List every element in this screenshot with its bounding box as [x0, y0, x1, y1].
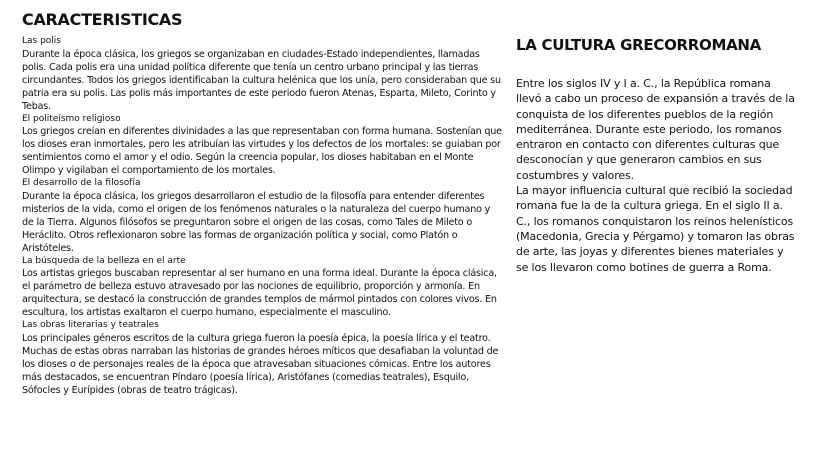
section-body: Los artistas griegos buscaban representar al ser humano en una forma ideal. Durante la época clásica, el parámetro de belleza estuvo atravesado por las nociones de equilibrio, proporción y armonía. En arquitectura, se destacó la construcción de grandes templos de mármol pintados con colores vivos. En escultura, los artistas exaltaron el cuerpo humano, especialmente el masculino.	[22, 268, 497, 318]
section-body: Los griegos creían en diferentes divinidades a las que representaban con forma humana. Sostenían que los dioses eran inmortales, pero les atribuían las virtudes y los defectos de los mortales: se guiaban por sentimientos como el amor y el odio. Según la creencia popular, los dioses habitaban en el Monte Olimpo y vigilaban el comportamiento de los mortales.	[22, 126, 502, 176]
grecorromana-title: LA CULTURA GRECORROMANA	[516, 36, 761, 54]
section-obras-literarias	[22, 320, 504, 397]
section-heading: Las polis	[22, 36, 61, 46]
characteristics-column	[22, 10, 504, 398]
section-heading: El politeísmo religioso	[22, 113, 121, 124]
section-body: Durante la época clásica, los griegos desarrollaron el estudio de la filosofía para entender diferentes misterios de la vida, como el origen de los fenómenos naturales o la naturaleza del cuerpo humano y de la Tierra. Algunos filósofos se preguntaron sobre el origen de las cosas, como Tales de Mileto o Heráclito. Otros reflexionaron sobre las formas de organización política y social, como Platón o Aristóteles.	[22, 190, 491, 254]
grecorromana-paragraph: Entre los siglos IV y I a. C., la República romana llevó a cabo un proceso de expansión a través de la conquista de los diferentes pueblos de la región mediterránea. Durante este periodo, los romanos entraron en contacto con diferentes culturas que desconocían y que generaron cambios en sus costumbres y valores.	[516, 77, 795, 182]
section-heading: La búsqueda de la belleza en el arte	[22, 255, 186, 266]
section-heading: El desarrollo de la filosofía	[22, 178, 141, 188]
section-heading: Las obras literarias y teatrales	[22, 320, 159, 330]
characteristics-title: CARACTERISTICAS	[22, 10, 183, 29]
section-body: Durante la época clásica, los griegos se organizaban en ciudades-Estado independientes, llamadas polis. Cada polis era una unidad política diferente que tenía un centro urbano principal y las tierras circundantes. Todos los griegos identificaban la cultura helénica que los unía, pero consideraban que su patria era su polis. Las polis más importantes de este periodo fueron Atenas, Esparta, Mileto, Corinto y Tebas.	[22, 48, 501, 112]
section-polis	[22, 36, 504, 113]
section-filosofia	[22, 178, 504, 255]
grecorromana-paragraph: La mayor influencia cultural que recibió la sociedad romana fue la de la cultura griega. En el siglo II a. C., los romanos conquistaron los reinos helenísticos (Macedonia, Grecia y Pérgamo) y tomaron las obras de arte, las joyas y diferentes bienes materiales y se los llevaron como botines de guerra a Roma.	[516, 184, 795, 274]
section-belleza-arte	[22, 256, 504, 320]
section-politeismo	[22, 114, 504, 178]
section-body: Los principales géneros escritos de la cultura griega fueron la poesía épica, la poesía lírica y el teatro. Muchas de estas obras narraban las historias de grandes héroes míticos que desafiaban la voluntad de los dioses o de personajes reales de la época que atravesaban situaciones cómicas. Entre los autores más destacados, se encuentran Píndaro (poesía lírica), Aristófanes (comedias teatrales), Esquilo, Sófocles y Eurípides (obras de teatro trágicas).	[22, 332, 499, 396]
grecorromana-column	[516, 35, 796, 275]
